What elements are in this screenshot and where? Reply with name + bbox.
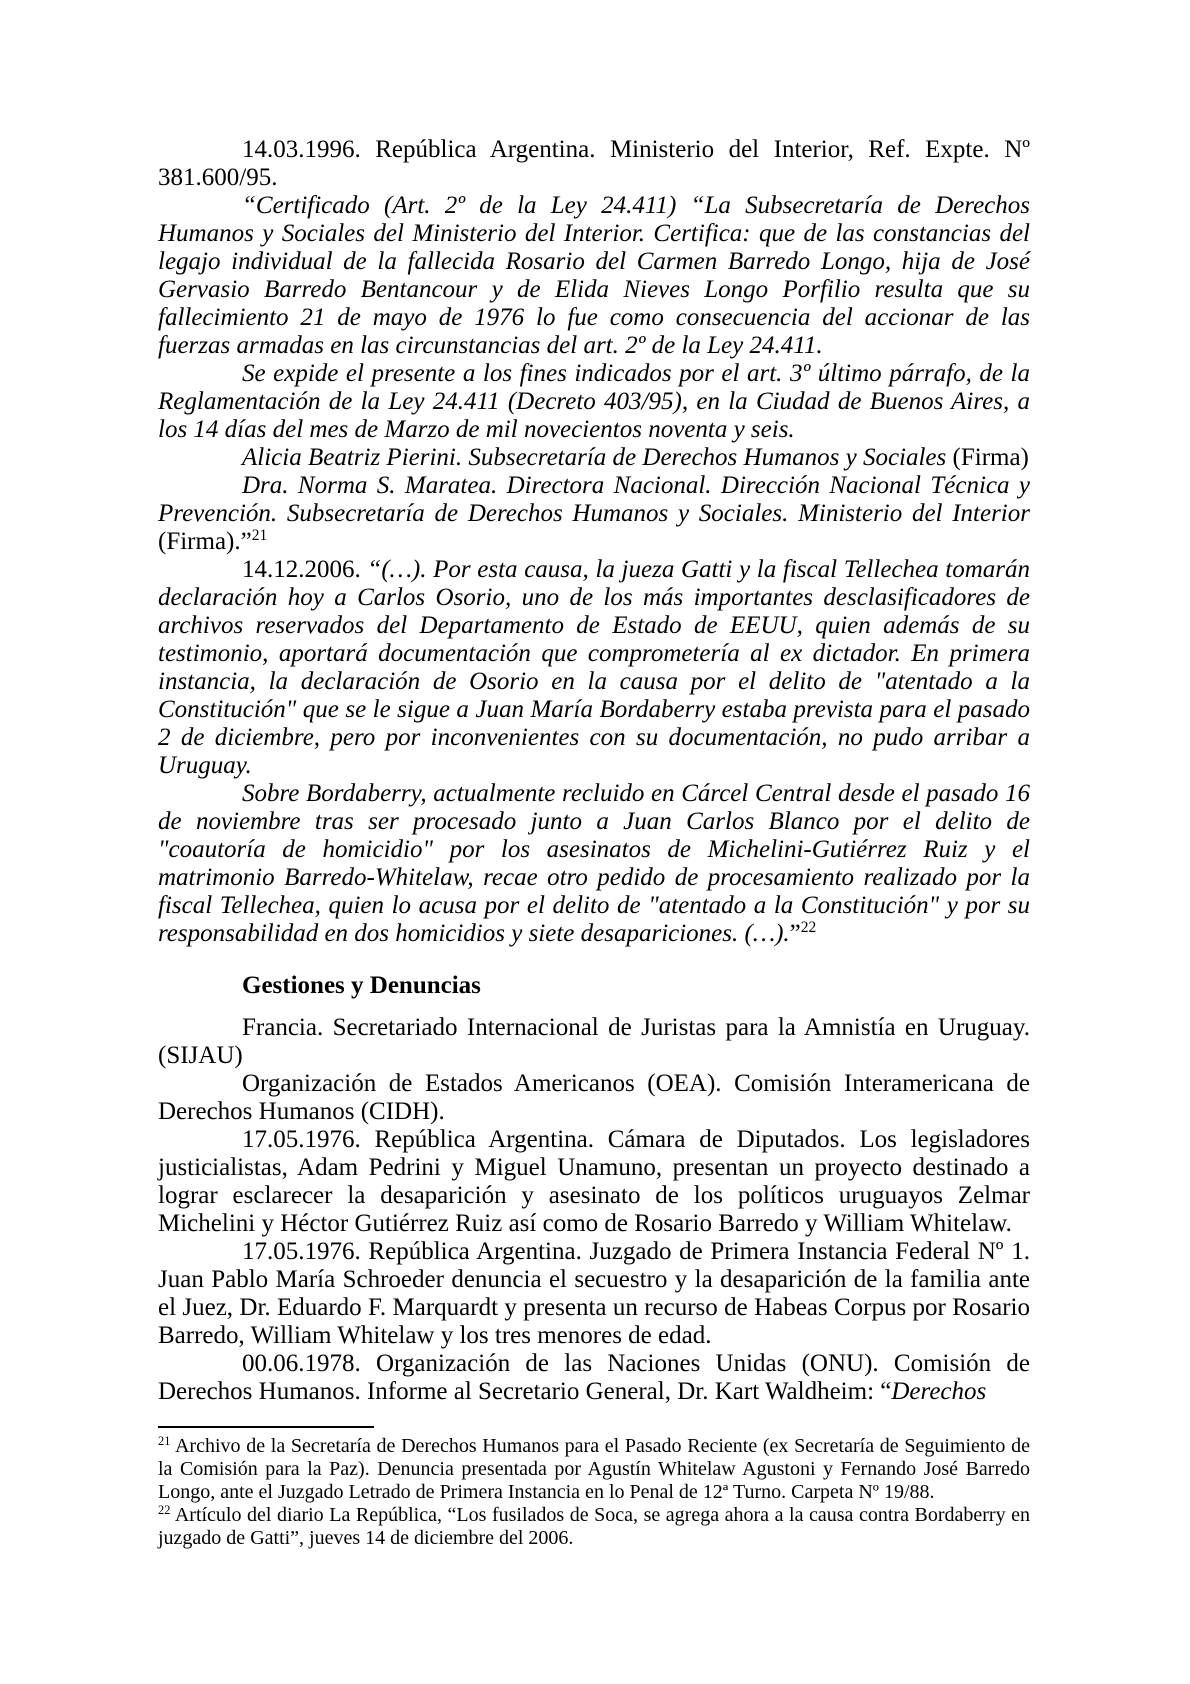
text-run-italic: Dra. Norma S. Maratea. Directora Nacional. Dirección Nacional Técnica y Prevención. Subsecretaría de Derechos Humanos y Sociales. Ministerio del Interior [158, 472, 1030, 527]
text-run-roman: Francia. Secretariado Internacional de Juristas para la Amnistía en Uruguay. (SIJAU) [158, 1014, 1030, 1069]
footnote [158, 1504, 1030, 1550]
footnote-marker: 22 [158, 1503, 171, 1518]
text-run-roman: (Firma).” [158, 528, 252, 555]
footnote-block [158, 1426, 1030, 1550]
footnote-list [158, 1435, 1030, 1550]
text-run-roman: Organización de Estados Americanos (OEA). Comisión Interamericana de Derechos Humanos (CIDH). [158, 1070, 1030, 1125]
paragraph [158, 444, 1030, 472]
paragraph [158, 1014, 1030, 1070]
text-run-roman: 14.12.2006. [242, 556, 368, 583]
text-run-italic: “(…). Por esta causa, la jueza Gatti y la fiscal Tellechea tomarán declaración hoy a Carlos Osorio, uno de los más importantes desclasificadores de archivos reservados del Departamento de Estado de EEUU, quien además de su testimonio, aportará documentación que comprometería al ex dictador. En primera instancia, la declaración de Osorio en la causa por el delito de "atentado a la Constitución" que se le sigue a Juan María Bordaberry estaba prevista para el pasado 2 de diciembre, pero por inconvenientes con su documentación, no pudo arribar a Uruguay. [158, 556, 1031, 779]
footnote-ref: 22 [800, 919, 817, 937]
paragraph [158, 1350, 1030, 1406]
text-run-roman: 00.06.1978. Organización de las Naciones Unidas (ONU). Comisión de Derechos Humanos. Informe al Secretario General, Dr. Kart Waldheim: “ [158, 1350, 1030, 1405]
text-run-roman: 17.05.1976. República Argentina. Cámara de Diputados. Los legisladores justicialistas, Adam Pedrini y Miguel Unamuno, presentan un proyecto destinado a lograr esclarecer la desaparición y asesinato de los políticos uruguayos Zelmar Michelini y Héctor Gutiérrez Ruiz así como de Rosario Barredo y William Whitelaw. [158, 1126, 1030, 1237]
document-body [158, 136, 1030, 1406]
paragraph [158, 1238, 1030, 1350]
footnote-marker: 21 [158, 1434, 171, 1449]
paragraph [158, 1126, 1030, 1238]
footnote-text: Archivo de la Secretaría de Derechos Humanos para el Pasado Reciente (ex Secretaría de Seguimiento de la Comisión para la Paz). Denuncia presentada por Agustín Whitelaw Agustoni y Fernando José Barredo Longo, ante el Juzgado Letrado de Primera Instancia en lo Penal de 12ª Turno. Carpeta Nº 19/88. [158, 1435, 1030, 1503]
paragraph [158, 136, 1030, 192]
paragraph [158, 1070, 1030, 1126]
section-heading: Gestiones y Denuncias [242, 972, 481, 999]
footnote [158, 1435, 1030, 1504]
text-run-roman: ” [789, 920, 801, 947]
paragraph [158, 192, 1030, 360]
footnote-separator [158, 1426, 374, 1428]
text-run-italic: Se expide el presente a los fines indicados por el art. 3º último párrafo, de la Reglamentación de la Ley 24.411 (Decreto 403/95), en la Ciudad de Buenos Aires, a los 14 días del mes de Marzo de mil novecientos noventa y seis. [158, 360, 1030, 443]
text-run-italic: Sobre Bordaberry, actualmente recluido en Cárcel Central desde el pasado 16 de noviembre tras ser procesado junto a Juan Carlos Blanco por el delito de "coautoría de homicidio" por los asesinatos de Michelini-Gutiérrez Ruiz y el matrimonio Barredo-Whitelaw, recae otro pedido de procesamiento realizado por la fiscal Tellechea, quien lo acusa por el delito de "atentado a la Constitución" y por su responsabilidad en dos homicidios y siete desapariciones. (…). [158, 780, 1030, 947]
paragraph [158, 360, 1030, 444]
text-run-italic: Derechos [891, 1378, 987, 1405]
footnote-text: Artículo del diario La República, “Los fusilados de Soca, se agrega ahora a la causa contra Bordaberry en juzgado de Gatti”, jueves 14 de diciembre del 2006. [158, 1504, 1030, 1549]
text-run-italic: Alicia Beatriz Pierini. Subsecretaría de Derechos Humanos y Sociales [242, 444, 953, 471]
footnote-ref: 21 [251, 527, 268, 545]
paragraph [158, 780, 1030, 948]
text-column [158, 136, 1030, 1550]
text-run-roman: 14.03.1996. República Argentina. Ministerio del Interior, Ref. Expte. Nº 381.600/95. [158, 136, 1030, 191]
text-run-roman: 17.05.1976. República Argentina. Juzgado de Primera Instancia Federal Nº 1. Juan Pablo María Schroeder denuncia el secuestro y la desaparición de la familia ante el Juez, Dr. Eduardo F. Marquardt y presenta un recurso de Habeas Corpus por Rosario Barredo, William Whitelaw y los tres menores de edad. [158, 1238, 1030, 1349]
text-run-roman: (Firma) [952, 444, 1029, 471]
paragraph [158, 472, 1030, 556]
text-run-italic: “Certificado (Art. 2º de la Ley 24.411) “La Subsecretaría de Derechos Humanos y Sociales del Ministerio del Interior. Certifica: que de las constancias del legajo individual de la fallecida Rosario del Carmen Barredo Longo, hija de José Gervasio Barredo Bentancour y de Elida Nieves Longo Porfilio resulta que su fallecimiento 21 de mayo de 1976 lo fue como consecuencia del accionar de las fuerzas armadas en las circunstancias del art. 2º de la Ley 24.411. [158, 192, 1030, 359]
paragraph [158, 556, 1030, 780]
